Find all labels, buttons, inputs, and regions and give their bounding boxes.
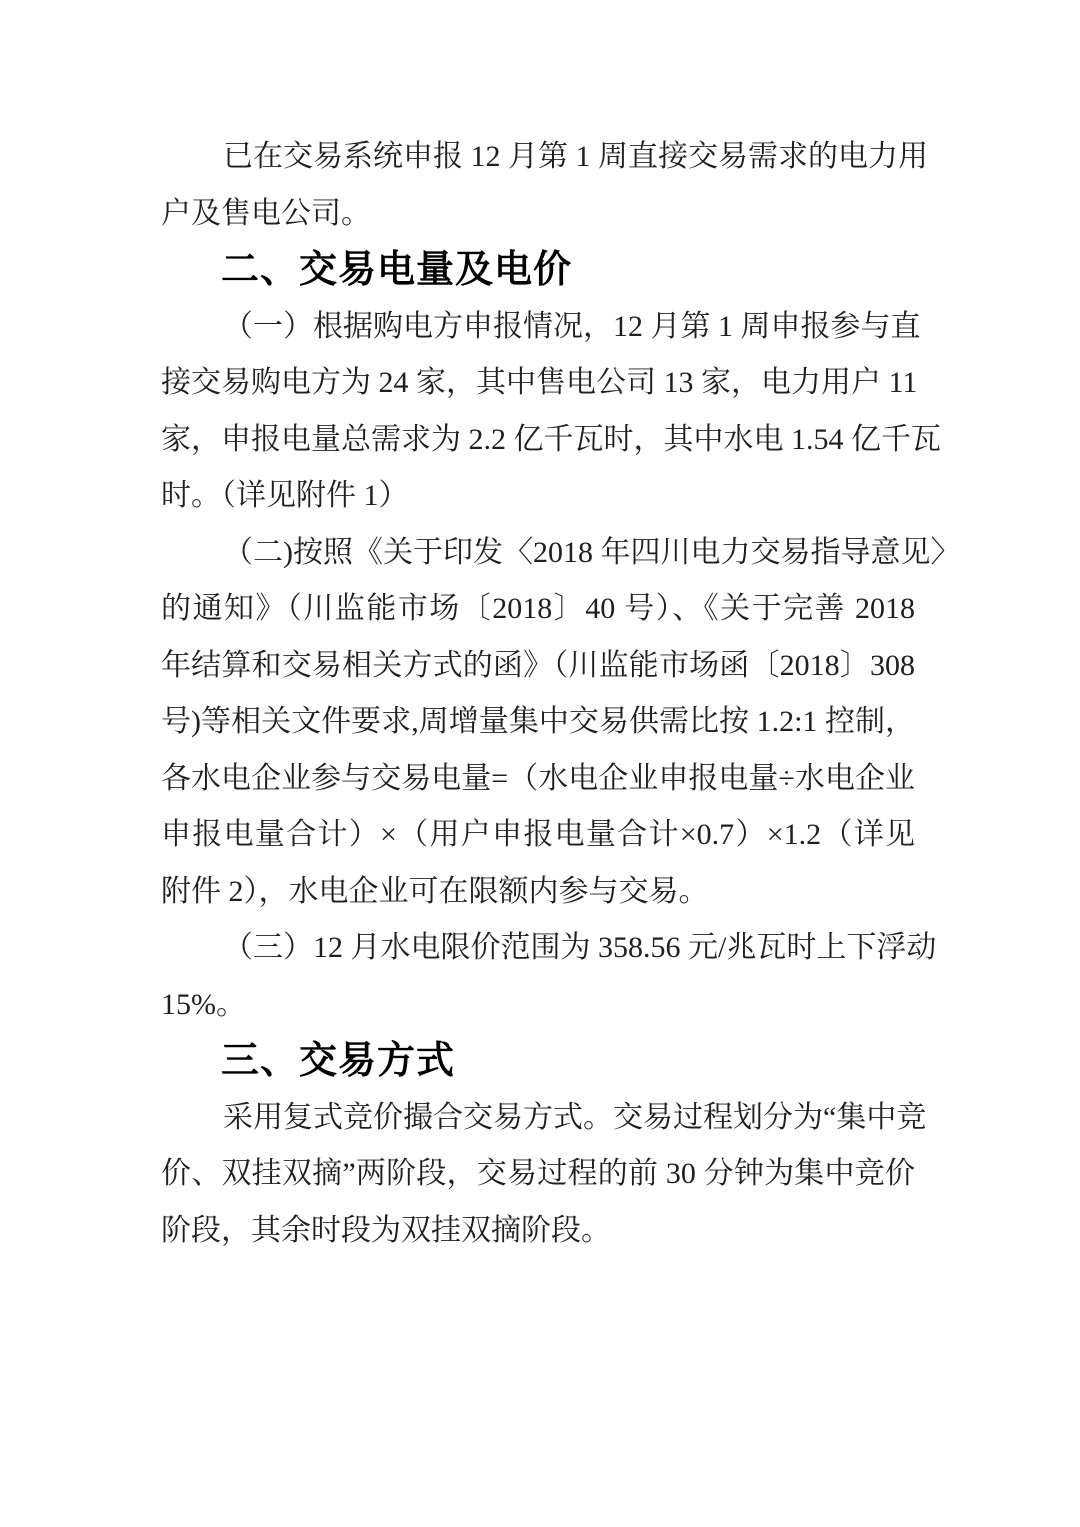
text-line: 附件 2），水电企业可在限额内参与交易。	[161, 874, 709, 908]
section-heading-trading-method: 三、交易方式	[221, 1040, 456, 1082]
text-line: 家，申报电量总需求为 2.2 亿千瓦时，其中水电 1.54 亿千瓦	[161, 422, 941, 456]
text-line: （一）根据购电方申报情况，12 月第 1 周申报参与直	[223, 309, 921, 343]
text-line: 15%。	[161, 987, 246, 1021]
text-line: 已在交易系统申报 12 月第 1 周直接交易需求的电力用	[223, 140, 928, 173]
text-line: 号)等相关文件要求,周增量集中交易供需比按 1.2:1 控制，	[161, 705, 915, 738]
text-line: 时。（详见附件 1）	[161, 479, 409, 512]
text-line: 的通知》（川监能市场〔2018〕40 号）、《关于完善 2018	[161, 592, 915, 625]
text-line: 接交易购电方为 24 家，其中售电公司 13 家，电力用户 11	[161, 366, 918, 399]
text-line: （二)按照《关于印发〈2018 年四川电力交易指导意见〉	[223, 535, 961, 569]
text-line: 户及售电公司。	[161, 196, 371, 230]
text-line: 采用复式竞价撮合交易方式。交易过程划分为“集中竞	[223, 1100, 927, 1134]
text-line: 年结算和交易相关方式的函》（川监能市场函〔2018〕308	[161, 648, 915, 682]
document-body	[161, 129, 961, 1259]
text-line: （三）12 月水电限价范围为 358.56 元/兆瓦时上下浮动	[223, 931, 937, 964]
text-line: 价、双挂双摘”两阶段，交易过程的前 30 分钟为集中竞价	[161, 1157, 915, 1190]
section-heading-trade-volume-and-price: 二、交易电量及电价	[221, 249, 573, 291]
text-line: 阶段，其余时段为双挂双摘阶段。	[161, 1213, 611, 1247]
text-line: 申报电量合计）×（用户申报电量合计×0.7）×1.2（详见	[161, 818, 915, 851]
text-line: 各水电企业参与交易电量=（水电企业申报电量÷水电企业	[161, 761, 915, 795]
